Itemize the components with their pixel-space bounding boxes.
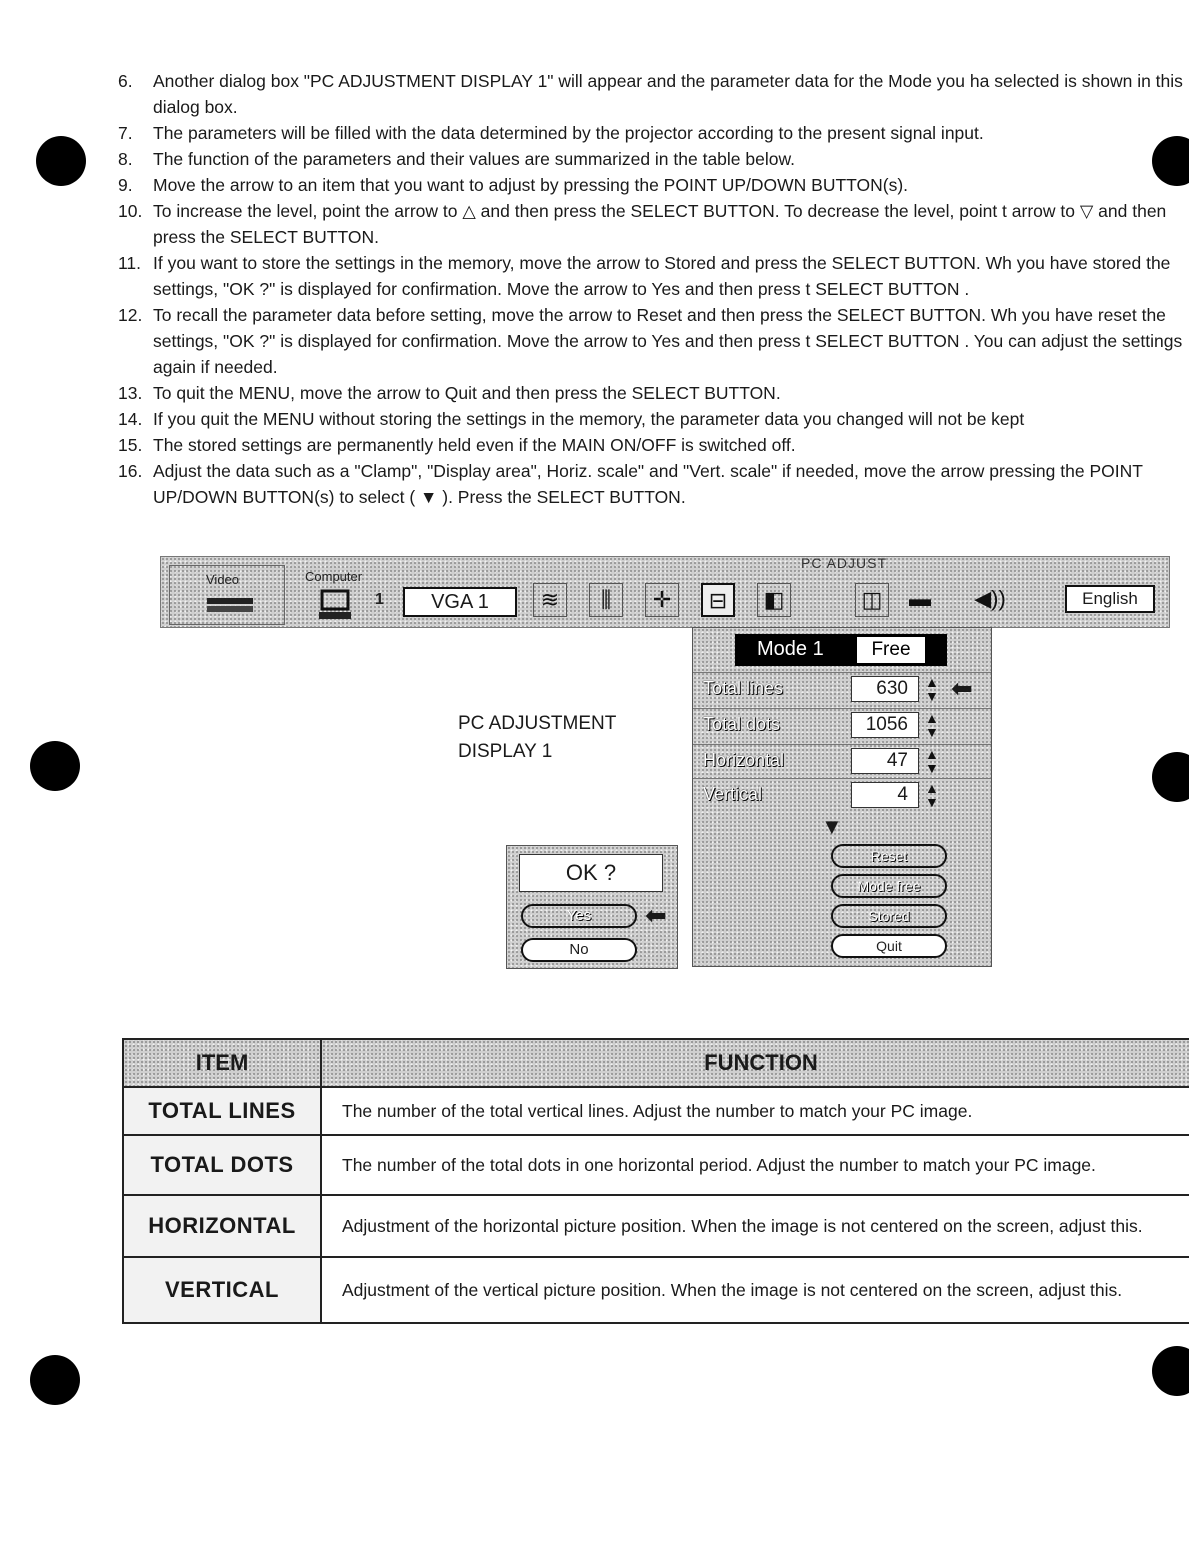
- pointer-arrow-icon: ⬅: [951, 673, 973, 703]
- row-vertical[interactable]: [693, 778, 991, 813]
- projector-icon[interactable]: ▬: [909, 586, 931, 611]
- table-row: [123, 1135, 1189, 1195]
- setting-icon[interactable]: ◫: [855, 583, 889, 617]
- row-label: Total lines: [703, 678, 784, 698]
- computer-number: 1: [375, 591, 384, 608]
- step-text: The parameters will be filled with the data determined by the projector according to the present signal input.: [153, 123, 984, 143]
- mode-free-button[interactable]: Mode free: [831, 874, 947, 898]
- item-cell: HORIZONTAL: [123, 1195, 321, 1257]
- menu-title: PC ADJUST: [801, 555, 888, 571]
- row-value: 47: [851, 748, 919, 774]
- step-text: To recall the parameter data before setting, move the arrow to Reset and then press the SELECT BUTTON. Wh you have reset the settings, "OK ?" is displayed for confirmation. Move the arrow to Yes and then press t SELECT BUTTON . You can adjust the settings again if needed.: [153, 305, 1183, 377]
- pc-adjust-icon[interactable]: ⊟: [701, 583, 735, 617]
- step-text: Move the arrow to an item that you want to adjust by pressing the POINT UP/DOWN BUTTON(s).: [153, 175, 909, 195]
- row-value: 4: [851, 782, 919, 808]
- row-label: Total dots: [703, 714, 781, 734]
- mode-label: Mode 1: [757, 638, 824, 660]
- function-cell: The number of the total dots in one horizontal period. Adjust the number to match your PC image.: [321, 1135, 1189, 1195]
- step-number: 13.: [118, 383, 143, 403]
- row-total-dots[interactable]: [693, 708, 991, 743]
- no-button[interactable]: No: [521, 938, 637, 962]
- binder-hole-4: [1152, 752, 1189, 802]
- step-15: [118, 432, 1189, 458]
- up-down-icon[interactable]: ▲ ▼: [925, 674, 939, 704]
- step-12: [118, 302, 1189, 380]
- row-label: Horizontal: [703, 750, 785, 770]
- step-9: [118, 172, 1189, 198]
- row-value: 1056: [851, 712, 919, 738]
- source-select[interactable]: VGA 1: [403, 587, 517, 617]
- step-text: If you want to store the settings in the memory, move the arrow to Stored and press the SELECT BUTTON. Wh you have stored the settings, "OK ?" is displayed for confirmation. Move the arrow to Yes and then press t SELECT BUTTON .: [153, 253, 1171, 299]
- binder-hole-1: [36, 136, 86, 186]
- step-16: [118, 458, 1189, 510]
- step-number: 10.: [118, 201, 143, 221]
- step-text: Another dialog box "PC ADJUSTMENT DISPLAY 1" will appear and the parameter data for the Mode you ha selected is shown in this dialog box.: [153, 71, 1183, 117]
- display-label-line1: PC ADJUSTMENT: [458, 713, 617, 734]
- step-text: The function of the parameters and their values are summarized in the table below.: [153, 149, 796, 169]
- screen-icon[interactable]: ◧: [757, 583, 791, 617]
- instruction-list: [118, 68, 1189, 510]
- display-label-line2: DISPLAY 1: [458, 741, 553, 762]
- table-row: [123, 1257, 1189, 1323]
- reset-button[interactable]: Reset: [831, 844, 947, 868]
- stored-button[interactable]: Stored: [831, 904, 947, 928]
- position-icon[interactable]: ✛: [645, 583, 679, 617]
- step-text: To increase the level, point the arrow to △ and then press the SELECT BUTTON. To decrease the level, point t arrow to ▽ and then press the SELECT BUTTON.: [153, 201, 1167, 247]
- step-14: [118, 406, 1189, 432]
- step-text: Adjust the data such as a "Clamp", "Display area", Horiz. scale" and "Vert. scale" if needed, move the arrow pressing the POINT UP/DOWN BUTTON(s) to select ( ▼ ). Press the SELECT BUTTON.: [153, 461, 1143, 507]
- function-table: [122, 1038, 1189, 1324]
- up-down-icon[interactable]: ▲ ▼: [925, 710, 939, 740]
- pc-adjust-panel: [692, 627, 992, 967]
- row-total-lines[interactable]: [693, 672, 991, 707]
- table-row: [123, 1195, 1189, 1257]
- step-number: 15.: [118, 435, 143, 455]
- step-number: 8.: [118, 149, 133, 169]
- table-row: [123, 1087, 1189, 1135]
- video-label: Video: [206, 572, 240, 587]
- computer-label: Computer: [305, 569, 363, 584]
- scroll-down-icon[interactable]: ▼: [821, 814, 843, 839]
- row-value: 630: [851, 676, 919, 702]
- step-number: 9.: [118, 175, 133, 195]
- quit-button[interactable]: Quit: [831, 934, 947, 958]
- pointer-arrow-icon: ⬅: [645, 900, 667, 930]
- item-cell: TOTAL LINES: [123, 1087, 321, 1135]
- computer-icon: [319, 589, 353, 621]
- row-horizontal[interactable]: [693, 744, 991, 779]
- step-text: If you quit the MENU without storing the settings in the memory, the parameter data you changed will not be kept: [153, 409, 1025, 429]
- computer-menu-item[interactable]: [287, 565, 397, 623]
- step-7: [118, 120, 1189, 146]
- binder-hole-3: [30, 741, 80, 791]
- table-header-row: [123, 1039, 1189, 1087]
- confirm-title: OK ?: [519, 854, 663, 892]
- step-number: 12.: [118, 305, 143, 325]
- language-select[interactable]: English: [1065, 585, 1155, 613]
- video-deck-icon: [206, 596, 256, 614]
- function-cell: Adjustment of the horizontal picture position. When the image is not centered on the screen, adjust this.: [321, 1195, 1189, 1257]
- function-cell: Adjustment of the vertical picture position. When the image is not centered on the screen, adjust this.: [321, 1257, 1189, 1323]
- item-cell: VERTICAL: [123, 1257, 321, 1323]
- yes-button[interactable]: Yes: [521, 904, 637, 928]
- step-11: [118, 250, 1189, 302]
- confirm-dialog: [506, 845, 678, 969]
- header-item: ITEM: [123, 1039, 321, 1087]
- mode-header: [735, 634, 947, 666]
- item-cell: TOTAL DOTS: [123, 1135, 321, 1195]
- speaker-icon[interactable]: ◀)): [974, 586, 1006, 611]
- mode-value: Free: [857, 637, 925, 663]
- step-10: [118, 198, 1189, 250]
- function-cell: The number of the total vertical lines. Adjust the number to match your PC image.: [321, 1087, 1189, 1135]
- step-6: [118, 68, 1189, 120]
- osd-menu-bar: [160, 556, 1170, 628]
- step-text: The stored settings are permanently held even if the MAIN ON/OFF is switched off.: [153, 435, 796, 455]
- up-down-icon[interactable]: ▲ ▼: [925, 746, 939, 776]
- display-label: [458, 710, 616, 766]
- header-function: FUNCTION: [321, 1039, 1189, 1087]
- step-number: 7.: [118, 123, 133, 143]
- step-number: 11.: [118, 253, 142, 273]
- image-adjust-icon[interactable]: ≋: [533, 583, 567, 617]
- step-number: 16.: [118, 461, 143, 481]
- step-number: 6.: [118, 71, 133, 91]
- step-text: To quit the MENU, move the arrow to Quit and then press the SELECT BUTTON.: [153, 383, 781, 403]
- step-number: 14.: [118, 409, 143, 429]
- step-8: [118, 146, 1189, 172]
- video-menu-item[interactable]: [169, 565, 285, 625]
- up-down-icon[interactable]: ▲ ▼: [925, 780, 939, 810]
- binder-hole-6: [1152, 1346, 1189, 1396]
- row-label: Vertical: [703, 784, 763, 804]
- image-level-icon[interactable]: ⫼: [589, 583, 623, 617]
- step-13: [118, 380, 1189, 406]
- binder-hole-5: [30, 1355, 80, 1405]
